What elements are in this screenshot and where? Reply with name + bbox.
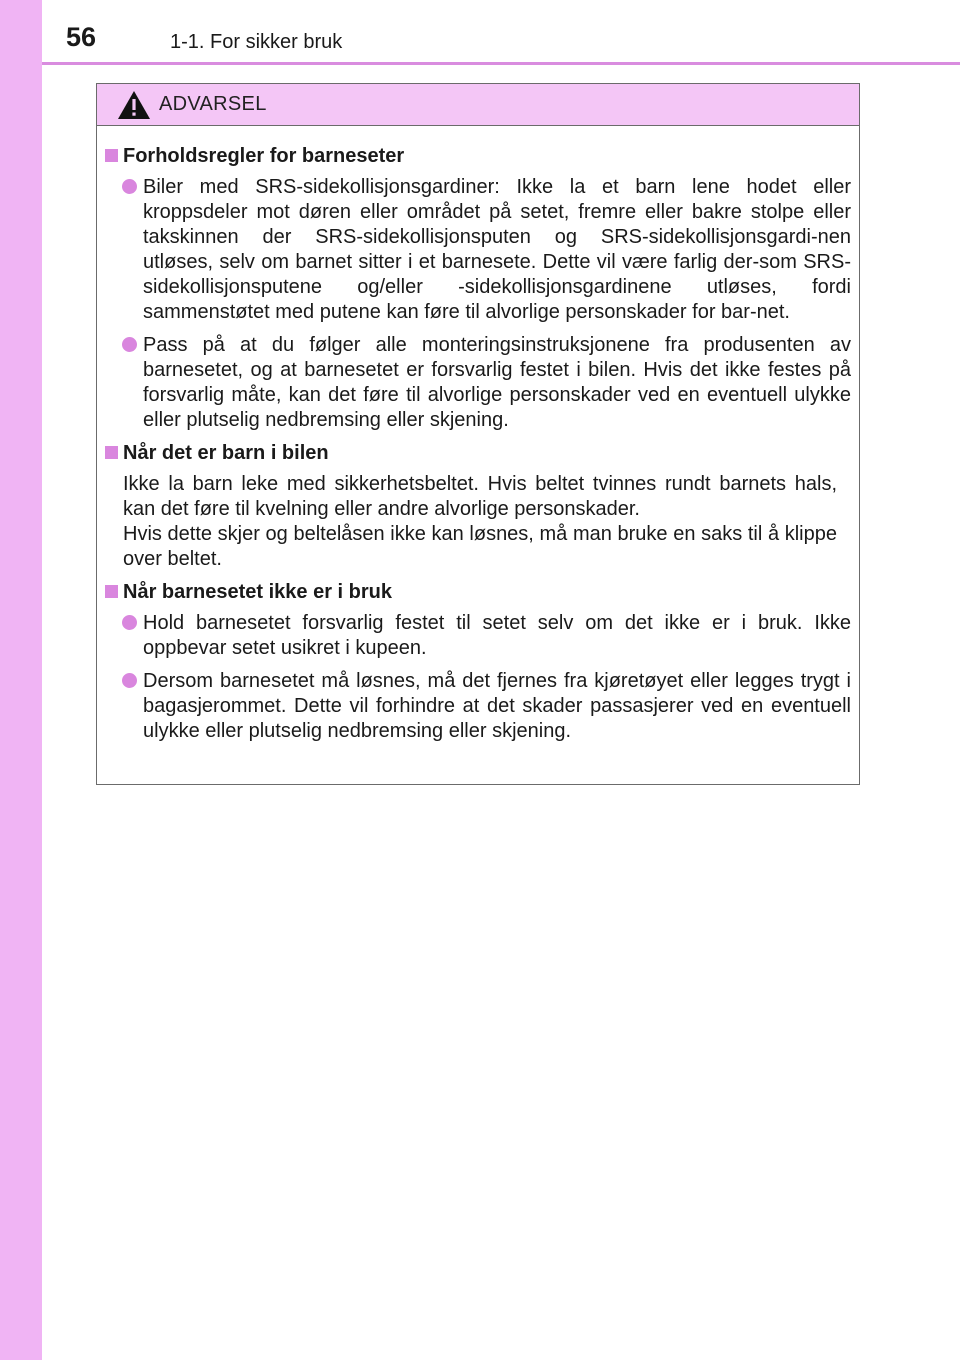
warning-body — [97, 126, 859, 744]
section-heading-text: Når barnesetet ikke er i bruk — [123, 581, 393, 603]
list-item-text: Hold barnesetet forsvarlig festet til setet selv om det ikke er i bruk. Ikke oppbevar setet usikret i kupeen. — [143, 612, 851, 659]
side-tab — [0, 0, 42, 1360]
section-title: 1-1. For sikker bruk — [170, 31, 343, 53]
paragraph-line: Ikke la barn leke med sikkerhetsbeltet. Hvis beltet tvinnes rundt barnets hals, kan det føre til kvelning eller andre alvorlige personskader. — [123, 473, 837, 520]
page-number: 56 — [66, 22, 97, 52]
list-item-text: Dersom barnesetet må løsnes, må det fjernes fra kjøretøyet eller legges trygt i bagasjerommet. Dette vil forhindre at det skader passasjerer ved en eventuell ulykke eller plutselig nedbremsing eller skjening. — [143, 670, 851, 742]
section-heading-text: Forholdsregler for barneseter — [123, 145, 405, 167]
warning-triangle-icon — [117, 90, 151, 120]
circle-bullet-icon — [122, 615, 137, 630]
section-heading — [104, 441, 851, 466]
section-heading-text: Når det er barn i bilen — [123, 442, 329, 464]
warning-header — [97, 84, 859, 126]
circle-bullet-icon — [122, 179, 137, 194]
list-item-text: Biler med SRS-sidekollisjonsgardiner: Ikke la et barn lene hodet eller kroppsdeler mot døren eller området på setet, fremre eller bakre stolpe eller takskinnen der SRS-sidekollisjonsputen og SRS-sidekollisjonsgardi-nen utløses, selv om barnet sitter i et barnesete. Dette vil være farlig der-som SRS-sidekollisjonsputene og/eller -sidekollisjonsgardinene utløses, fordi sammenstøtet med putene kan føre til alvorlige personskader for bar-net. — [143, 176, 851, 323]
list-item — [104, 333, 851, 433]
list-item-text: Pass på at du følger alle monteringsinstruksjonene fra produsenten av barnesetet, og at barnesetet er forsvarlig festet i bilen. Hvis det ikke festes på forsvarlig måte, kan det føre til alvorlige personskader ved en eventuell ulykke eller plutselig nedbremsing eller skjening. — [143, 334, 851, 431]
warning-box — [96, 83, 860, 785]
square-bullet-icon — [105, 585, 118, 598]
header-rule — [42, 62, 960, 65]
paragraph — [104, 472, 837, 572]
list-item — [104, 611, 851, 661]
circle-bullet-icon — [122, 673, 137, 688]
circle-bullet-icon — [122, 337, 137, 352]
section-heading — [104, 580, 851, 605]
warning-label: ADVARSEL — [159, 93, 267, 115]
section-heading — [104, 144, 851, 169]
square-bullet-icon — [105, 149, 118, 162]
square-bullet-icon — [105, 446, 118, 459]
paragraph-line: Hvis dette skjer og beltelåsen ikke kan løsnes, må man bruke en saks til å klippe over beltet. — [123, 523, 837, 570]
list-item — [104, 669, 851, 744]
list-item — [104, 175, 851, 325]
